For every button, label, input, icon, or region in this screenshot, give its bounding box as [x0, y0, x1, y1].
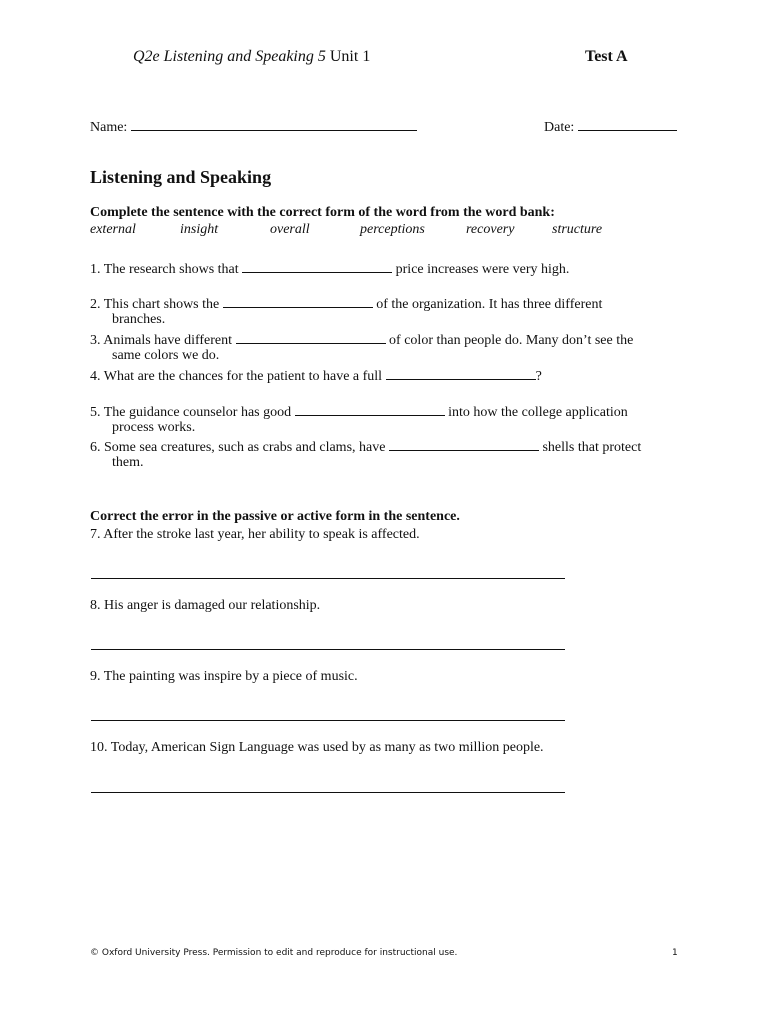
- copyright-notice: © Oxford University Press. Permission to edit and reproduce for instructional use.: [90, 948, 458, 958]
- question-2: 2. This chart shows the of the organization. It has three different: [90, 294, 602, 313]
- question-9: 9. The painting was inspire by a piece of music.: [90, 669, 358, 684]
- answer-blank[interactable]: [295, 402, 445, 416]
- page-number: 1: [672, 948, 678, 958]
- question-2-continued: branches.: [112, 312, 166, 327]
- test-version: Test A: [585, 48, 628, 65]
- question-6: 6. Some sea creatures, such as crabs and clams, have shells that protect: [90, 437, 641, 456]
- question-6-continued: them.: [112, 455, 144, 470]
- part2-instruction: Correct the error in the passive or active form in the sentence.: [90, 509, 460, 524]
- test-title: [133, 48, 370, 66]
- word-bank-item: recovery: [466, 222, 515, 237]
- question-7: 7. After the stroke last year, her ability to speak is affected.: [90, 527, 420, 542]
- answer-blank[interactable]: [236, 330, 386, 344]
- answer-blank[interactable]: [223, 294, 373, 308]
- question-1: 1. The research shows that price increases were very high.: [90, 259, 569, 278]
- part1-instruction: Complete the sentence with the correct form of the word from the word bank:: [90, 205, 555, 220]
- question-5: 5. The guidance counselor has good into how the college application: [90, 402, 628, 421]
- date-field[interactable]: [544, 117, 677, 136]
- word-bank-item: overall: [270, 222, 310, 237]
- question-3-continued: same colors we do.: [112, 348, 220, 363]
- word-bank-item: external: [90, 222, 136, 237]
- word-bank-item: structure: [552, 222, 603, 237]
- date-blank[interactable]: [578, 117, 677, 131]
- section-title: Listening and Speaking: [90, 167, 272, 187]
- word-bank-item: insight: [180, 222, 219, 237]
- question-3: 3. Animals have different of color than people do. Many don’t see the: [90, 330, 633, 349]
- answer-blank[interactable]: [242, 259, 392, 273]
- answer-line[interactable]: [91, 720, 565, 721]
- answer-blank[interactable]: [386, 366, 536, 380]
- name-label: Name:: [90, 120, 128, 135]
- question-10: 10. Today, American Sign Language was used by as many as two million people.: [90, 740, 544, 755]
- answer-line[interactable]: [91, 578, 565, 579]
- answer-line[interactable]: [91, 649, 565, 650]
- name-field[interactable]: [90, 117, 417, 136]
- answer-blank[interactable]: [389, 437, 539, 451]
- date-label: Date:: [544, 120, 575, 135]
- word-bank-item: perceptions: [360, 222, 425, 237]
- question-4: 4. What are the chances for the patient to have a full ?: [90, 366, 542, 385]
- question-5-continued: process works.: [112, 420, 196, 435]
- course-title: Q2e Listening and Speaking 5: [133, 48, 326, 65]
- answer-line[interactable]: [91, 792, 565, 793]
- name-blank[interactable]: [131, 117, 417, 131]
- unit-label: Unit 1: [325, 48, 371, 65]
- question-8: 8. His anger is damaged our relationship.: [90, 598, 321, 613]
